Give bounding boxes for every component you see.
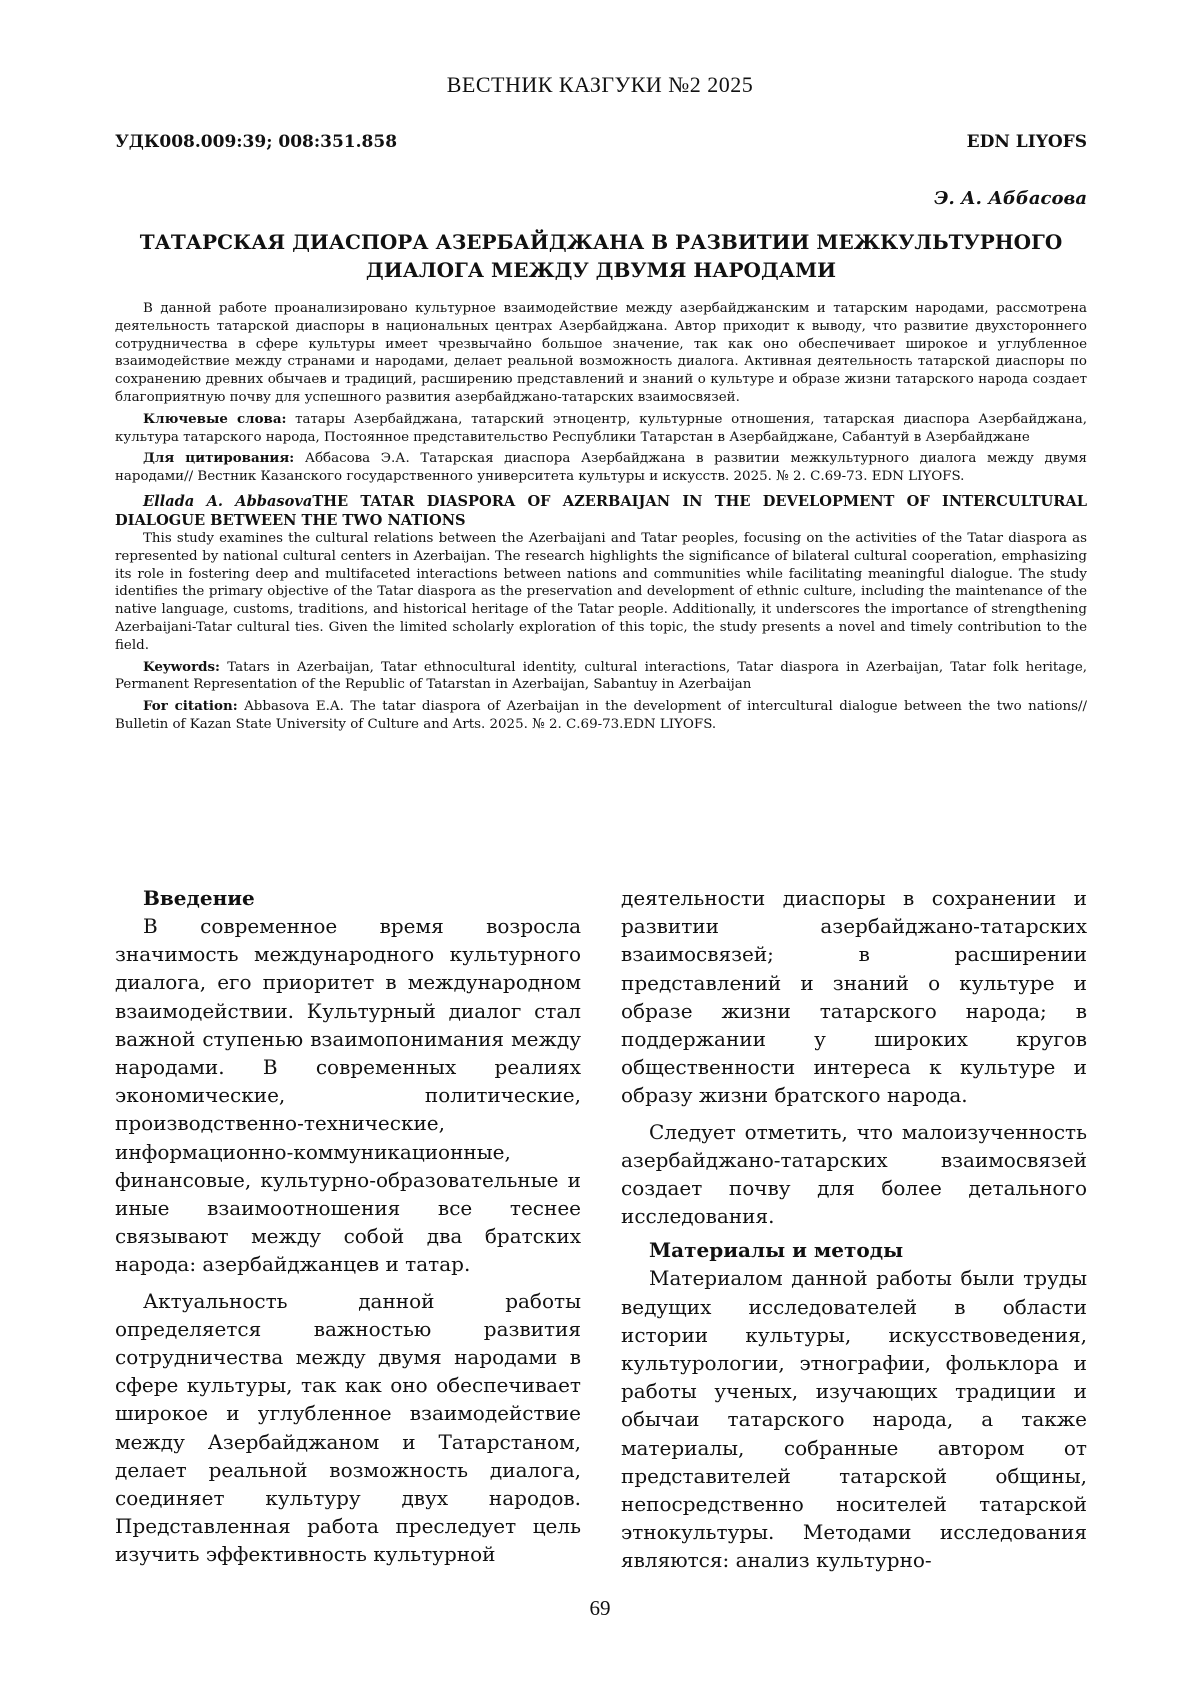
citation-en-text: Abbasova E.A. The tatar diaspora of Azerbaijan in the development of intercultural dialogue between the two nations// Bulletin of Kazan State University of Culture and Arts. 2025. № 2. С.69-73.EDN LIYOFS. (115, 699, 1087, 732)
citation-ru (115, 450, 1087, 486)
keywords-ru (115, 411, 1087, 447)
article-meta (115, 132, 1087, 152)
article-title-en (115, 492, 1087, 530)
right-column (621, 884, 1087, 1575)
citation-ru-label: Для цитирования: (143, 450, 295, 467)
note-paragraph: Следует отметить, что малоизученность азербайджано-татарских взаимосвязей создает почву для более детального исследования. (621, 1119, 1087, 1229)
page-number: 69 (589, 1596, 611, 1620)
udc-code: УДК008.009:39; 008:351.858 (115, 132, 398, 152)
keywords-en (115, 659, 1087, 695)
keywords-ru-label: Ключевые слова: (143, 410, 287, 427)
author-en: Ellada A. Abbasova (143, 492, 313, 510)
title-en-text: THE TATAR DIASPORA OF AZERBAIJAN IN THE DEVELOPMENT OF INTERCULTURAL DIALOGUE BETWEEN THE TWO NATIONS (115, 492, 1087, 529)
author-name: Э. А. Аббасова (934, 188, 1087, 209)
citation-en-label: For citation: (143, 698, 238, 715)
abstract-section (115, 300, 1087, 734)
abstract-en: This study examines the cultural relations between the Azerbaijani and Tatar peoples, focusing on the activities of the Tatar diaspora as represented by national cultural centers in Azerbaijan. The research highlights the significance of bilateral cultural cooperation, emphasizing its role in fostering deep and multifaceted interactions between nations and communities while facilitating meaningful dialogue. The study identifies the primary objective of the Tatar diaspora as the preservation and development of ethnic culture, including the maintenance of the native language, customs, traditions, and historical heritage of the Tatar people. Additionally, it underscores the importance of strengthening Azerbaijani-Tatar cultural ties. Given the limited scholarly exploration of this topic, the study presents a novel and timely contribution to the field. (115, 530, 1087, 653)
keywords-en-label: Keywords: (143, 658, 221, 675)
continued-paragraph: деятельности диаспоры в сохранении и развитии азербайджано-татарских взаимосвязей; в расширении представлений и знаний о культуре и образе жизни татарского народа; в поддержании у широких кругов общественности интереса к культуре и образу жизни братского народа. (621, 886, 1087, 1108)
citation-en (115, 698, 1087, 734)
keywords-ru-text: татары Азербайджана, татарский этноцентр, культурные отношения, татарская диаспора Азербайджана, культура татарского народа, Постоянное представительство Республики Татарстан в Азербайджане, Сабантуй в Азербайджане (115, 411, 1087, 445)
methods-paragraph: Материалом данной работы были труды ведущих исследователей в области истории культуры, искусствоведения, культурологии, этнографии, фольклора и работы ученых, изучающих традиции и обычаи татарского народа, а также материалы, собранные автором от представителей татарской общины, непосредственно носителей татарской этнокультуры. Методами исследования являются: анализ культурно- (621, 1266, 1087, 1573)
body-columns (115, 884, 1087, 1575)
intro-paragraph-1: В современное время возросла значимость международного культурного диалога, его приоритет в международном взаимодействии. Культурный диалог стал важной ступенью взаимопонимания между народами. В современных реалиях экономические, политические, производственно-технические, информационно-коммуникационные, финансовые, культурно-образовательные и иные взаимоотношения все теснее связывают между собой два братских народа: азербайджанцев и татар. (115, 914, 581, 1277)
intro-paragraph-2: Актуальность данной работы определяется важностью развития сотрудничества между двумя народами в сфере культуры, так как оно обеспечивает широкое и углубленное взаимодействие между Азербайджаном и Татарстаном, делает реальной возможность диалога, соединяет культуру двух народов. Представленная работа преследует цель изучить эффективность культурной (115, 1288, 581, 1567)
keywords-en-text: Tatars in Azerbaijan, Tatar ethnocultural identity, cultural interactions, Tatar diaspora in Azerbaijan, Tatar folk heritage, Permanent Representation of the Republic of Tatarstan in Azerbaijan, Sabantuy in Azerbaijan (115, 659, 1087, 693)
article-title-ru: ТАТАРСКАЯ ДИАСПОРА АЗЕРБАЙДЖАНА В РАЗВИТИИ МЕЖКУЛЬТУРНОГО ДИАЛОГА МЕЖДУ ДВУМЯ НАРОДАМИ (139, 230, 1063, 282)
journal-header: ВЕСТНИК КАЗГУКИ №2 2025 (446, 72, 754, 97)
left-column (115, 884, 581, 1575)
section-heading-introduction: Введение (143, 886, 255, 910)
section-heading-methods: Материалы и методы (649, 1238, 904, 1263)
edn-code: EDN LIYOFS (966, 132, 1087, 152)
citation-ru-text: Аббасова Э.А. Татарская диаспора Азербайджана в развитии межкультурного диалога между двумя народами// Вестник Казанского государственного университета культуры и искусств. 2025. № 2. С.69-73. EDN LIYOFS. (115, 451, 1087, 485)
abstract-ru: В данной работе проанализировано культурное взаимодействие между азербайджанским и татарским народами, рассмотрена деятельность татарской диаспоры в национальных центрах Азербайджана. Автор приходит к выводу, что развитие двухстороннего сотрудничества в сфере культуры имеет чрезвычайно большое значение, так как оно обеспечивает широкое и углубленное взаимодействие между странами и народами, делает реальной возможность диалога. Активная деятельность татарской диаспоры по сохранению древних обычаев и традиций, расширению представлений и знаний о культуре и образе жизни татарского народа создает благоприятную почву для успешного развития азербайджано-татарских взаимосвязей. (115, 301, 1087, 405)
